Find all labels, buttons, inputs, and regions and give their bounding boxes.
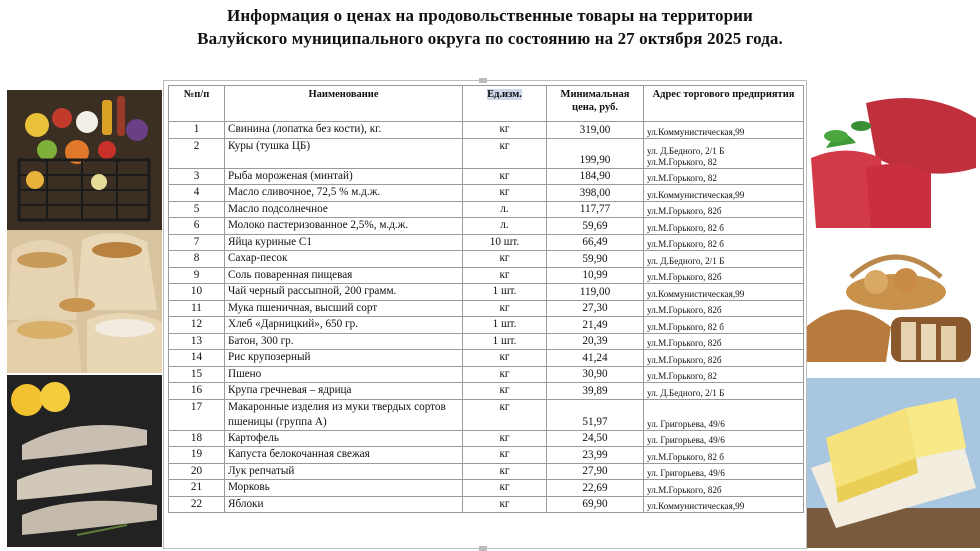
cell-name: Яйца куриные С1 [225,234,463,251]
page-title [0,4,980,50]
cell-unit: кг [463,447,547,464]
cell-price: 39,89 [547,383,644,400]
cell-unit: кг [463,350,547,367]
table-row [169,267,804,284]
table-row [169,317,804,334]
table-row [169,333,804,350]
cell-unit: кг [463,430,547,447]
cell-address: ул.М.Горького, 82б [644,480,804,497]
cell-unit: кг [463,138,547,168]
cell-price: 51,97 [547,399,644,430]
table-header-row [169,86,804,122]
cell-num: 19 [169,447,225,464]
cell-address: ул.М.Горького, 82 [644,168,804,185]
table-row [169,201,804,218]
resize-handle-bottom[interactable] [479,546,487,551]
title-line-1: Информация о ценах на продовольственные товары на территории [227,6,753,25]
cell-price: 30,90 [547,366,644,383]
cell-price: 119,00 [547,284,644,301]
cell-name: Крупа гречневая – ядрица [225,383,463,400]
cell-name: Картофель [225,430,463,447]
meat-photo [806,88,980,233]
cell-price: 59,69 [547,218,644,235]
cell-address: ул.М.Горького, 82 б [644,234,804,251]
cell-price: 41,24 [547,350,644,367]
cell-address: ул.Коммунистическая,99 [644,185,804,202]
cell-price: 23,99 [547,447,644,464]
cell-name: Масло сливочное, 72,5 % м.д.ж. [225,185,463,202]
table-row [169,350,804,367]
cell-name: Батон, 300 гр. [225,333,463,350]
header-address: Адрес торгового предприятия [644,86,804,122]
cell-num: 18 [169,430,225,447]
table-row [169,138,804,168]
cell-price: 199,90 [547,138,644,168]
cell-unit: 1 шт. [463,333,547,350]
table-row [169,168,804,185]
cell-price: 10,99 [547,267,644,284]
header-price: Минимальная цена, руб. [547,86,644,122]
cell-num: 12 [169,317,225,334]
table-row [169,383,804,400]
cell-unit: кг [463,383,547,400]
cell-price: 24,50 [547,430,644,447]
cell-price: 66,49 [547,234,644,251]
cell-address: ул. Григорьева, 49/6 [644,463,804,480]
table-row [169,480,804,497]
cell-address: ул.М.Горького, 82 б [644,317,804,334]
cell-address: ул.М.Горького, 82 б [644,447,804,464]
cell-price: 27,30 [547,300,644,317]
cell-unit: л. [463,218,547,235]
cell-address: ул. Д.Бедного, 2/1 Б ул.М.Горького, 82 [644,138,804,168]
cell-address: ул.М.Горького, 82б [644,267,804,284]
cell-num: 8 [169,251,225,268]
table-row [169,300,804,317]
bread-photo [806,232,980,372]
header-unit [463,86,547,122]
cell-unit: кг [463,463,547,480]
cell-name: Молоко пастеризованное 2,5%, м.д.ж. [225,218,463,235]
cell-address: ул.М.Горького, 82б [644,333,804,350]
cell-num: 2 [169,138,225,168]
price-table [168,85,804,513]
cell-address: ул. Д.Бедного, 2/1 Б [644,251,804,268]
cell-address: ул.М.Горького, 82 [644,366,804,383]
cell-price: 22,69 [547,480,644,497]
cell-num: 3 [169,168,225,185]
cell-unit: кг [463,366,547,383]
cell-price: 184,90 [547,168,644,185]
cell-price: 20,39 [547,333,644,350]
cell-name: Масло подсолнечное [225,201,463,218]
cell-name: Соль поваренная пищевая [225,267,463,284]
resize-handle-top[interactable] [479,78,487,83]
cell-unit: 1 шт. [463,284,547,301]
cell-address: ул. Д.Бедного, 2/1 Б [644,383,804,400]
title-line-2: Валуйского муниципального округа по состоянию на 27 октября 2025 года. [197,29,783,48]
cell-name: Макаронные изделия из муки твердых сортов пшеницы (группа А) [225,399,463,430]
cell-name: Мука пшеничная, высший сорт [225,300,463,317]
cell-num: 13 [169,333,225,350]
cell-name: Лук репчатый [225,463,463,480]
table-row [169,447,804,464]
cell-num: 10 [169,284,225,301]
cell-num: 7 [169,234,225,251]
cell-num: 21 [169,480,225,497]
cell-unit: кг [463,251,547,268]
cell-price: 117,77 [547,201,644,218]
cell-name: Морковь [225,480,463,497]
cell-address: ул. Григорьева, 49/6 [644,399,804,430]
cell-unit: кг [463,399,547,430]
table-row [169,399,804,430]
cell-name: Яблоки [225,496,463,513]
cell-unit: кг [463,168,547,185]
cell-unit: кг [463,480,547,497]
table-row [169,463,804,480]
cell-unit: кг [463,122,547,139]
cell-num: 20 [169,463,225,480]
cell-name: Куры (тушка ЦБ) [225,138,463,168]
cell-unit: л. [463,201,547,218]
cell-unit: кг [463,185,547,202]
table-row [169,218,804,235]
table-row [169,430,804,447]
cell-price: 21,49 [547,317,644,334]
cell-address: ул.М.Горького, 82б [644,300,804,317]
table-row [169,234,804,251]
cell-address: ул.Коммунистическая,99 [644,496,804,513]
price-table-frame [163,80,807,549]
cell-num: 17 [169,399,225,430]
cell-num: 1 [169,122,225,139]
table-row [169,284,804,301]
cell-num: 11 [169,300,225,317]
cell-name: Хлеб «Дарницкий», 650 гр. [225,317,463,334]
header-name: Наименование [225,86,463,122]
cell-price: 319,00 [547,122,644,139]
table-row [169,496,804,513]
cell-name: Сахар-песок [225,251,463,268]
cell-num: 15 [169,366,225,383]
grain-sacks-photo [7,230,162,373]
cell-name: Капуста белокочанная свежая [225,447,463,464]
cell-unit: кг [463,496,547,513]
cell-unit: кг [463,267,547,284]
fish-photo [7,375,162,547]
cell-address: ул.М.Горького, 82 б [644,218,804,235]
cell-num: 14 [169,350,225,367]
cell-unit: кг [463,300,547,317]
header-num: №п/п [169,86,225,122]
cell-name: Пшено [225,366,463,383]
table-row [169,185,804,202]
cell-address: ул.Коммунистическая,99 [644,284,804,301]
cell-unit: 10 шт. [463,234,547,251]
cell-num: 16 [169,383,225,400]
cell-address: ул.М.Горького, 82б [644,350,804,367]
cell-num: 5 [169,201,225,218]
cell-num: 4 [169,185,225,202]
header-unit-text: Ед.изм. [487,89,522,100]
cell-address: ул.М.Горького, 82б [644,201,804,218]
cell-num: 6 [169,218,225,235]
cell-address: ул. Григорьева, 49/6 [644,430,804,447]
cell-name: Свинина (лопатка без кости), кг. [225,122,463,139]
cell-price: 69,90 [547,496,644,513]
cell-price: 59,90 [547,251,644,268]
cell-price: 27,90 [547,463,644,480]
grocery-basket-photo [7,90,162,230]
cell-name: Рыба мороженая (минтай) [225,168,463,185]
butter-photo [806,378,980,548]
cell-num: 22 [169,496,225,513]
cell-num: 9 [169,267,225,284]
cell-unit: 1 шт. [463,317,547,334]
table-row [169,251,804,268]
cell-name: Рис крупозерный [225,350,463,367]
cell-name: Чай черный рассыпной, 200 грамм. [225,284,463,301]
table-row [169,366,804,383]
cell-price: 398,00 [547,185,644,202]
table-row [169,122,804,139]
cell-address: ул.Коммунистическая,99 [644,122,804,139]
